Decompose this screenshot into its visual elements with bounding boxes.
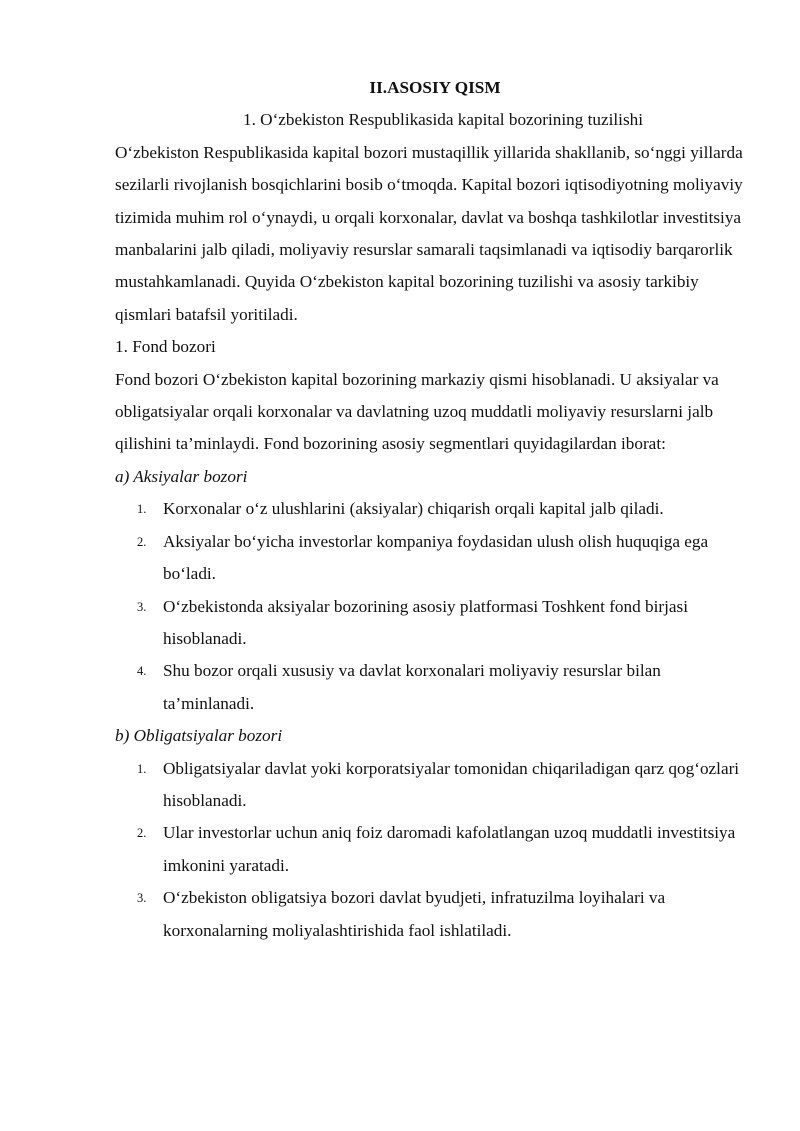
list-item-number: 2. bbox=[137, 534, 147, 549]
list-item-text: Obligatsiyalar davlat yoki korporatsiyalar tomonidan chiqariladigan qarz qog‘ozlari hisoblanadi. bbox=[163, 758, 740, 810]
list-item-number: 4. bbox=[137, 664, 147, 679]
list-item bbox=[115, 526, 745, 591]
intro-paragraph: O‘zbekiston Respublikasida kapital bozori mustaqillik yillarida shakllanib, so‘nggi yillarda sezilarli rivojlanish bosqichlarini bosib o‘tmoqda. Kapital bozori iqtisodiyotning moliyaviy tizimida muhim rol o‘ynaydi, u orqali korxonalar, davlat va boshqa tashkilotlar investitsiya manbalarini jalb qiladi, moliyaviy resurslar samarali taqsimlanadi va iqtisodiy barqarorlik mustahkamlanadi. Quyida O‘zbekiston kapital bozorining tuzilishi va asosiy tarkibiy qismlari batafsil yoritiladi. bbox=[115, 142, 743, 324]
list-item bbox=[115, 817, 745, 882]
fond-bozori-paragraph: Fond bozori O‘zbekiston kapital bozorining markaziy qismi hisoblanadi. U aksiyalar va obligatsiyalar orqali korxonalar va davlatning uzoq muddatli moliyaviy resurslarni jalb qilishini ta’minlaydi. Fond bozorining asosiy segmentlari quyidagilardan iborat: bbox=[115, 369, 719, 454]
list-item-text: O‘zbekistonda aksiyalar bozorining asosiy platformasi Toshkent fond birjasi hisoblanadi. bbox=[163, 596, 688, 648]
list-item-number: 1. bbox=[137, 761, 147, 776]
list-item bbox=[115, 882, 745, 947]
list-item bbox=[115, 493, 745, 525]
list-item-number: 3. bbox=[137, 891, 147, 906]
aksiyalar-list bbox=[115, 493, 745, 720]
list-item-text: Shu bozor orqali xususiy va davlat korxonalari moliyaviy resurslar bilan ta’minlanadi. bbox=[163, 661, 661, 713]
list-item-text: Korxonalar o‘z ulushlarini (aksiyalar) chiqarish orqali kapital jalb qiladi. bbox=[163, 499, 664, 519]
list-item-number: 2. bbox=[137, 826, 147, 841]
aksiyalar-bozori-title: a) Aksiyalar bozori bbox=[115, 466, 248, 486]
obligatsiyalar-bozori-title: b) Obligatsiyalar bozori bbox=[115, 726, 283, 746]
list-item-text: O‘zbekiston obligatsiya bozori davlat byudjeti, infratuzilma loyihalari va korxonalarning moliyalashtirishida faol ishlatiladi. bbox=[163, 888, 666, 940]
list-item bbox=[115, 753, 745, 818]
obligatsiyalar-list bbox=[115, 753, 745, 947]
list-item bbox=[115, 591, 745, 656]
list-item bbox=[115, 655, 745, 720]
list-item-number: 3. bbox=[137, 599, 147, 614]
list-item-text: Ular investorlar uchun aniq foiz daromadi kafolatlangan uzoq muddatli investitsiya imkonini yaratadi. bbox=[163, 823, 736, 875]
document-page bbox=[115, 72, 745, 947]
section-heading: 1. O‘zbekiston Respublikasida kapital bozorining tuzilishi bbox=[242, 110, 644, 130]
page-title: II.ASOSIY QISM bbox=[369, 78, 501, 97]
fond-bozori-title: 1. Fond bozori bbox=[115, 337, 216, 357]
list-item-text: Aksiyalar bo‘yicha investorlar kompaniya foydasidan ulush olish huquqiga ega bo‘ladi. bbox=[163, 531, 709, 584]
list-item-number: 1. bbox=[137, 502, 147, 517]
